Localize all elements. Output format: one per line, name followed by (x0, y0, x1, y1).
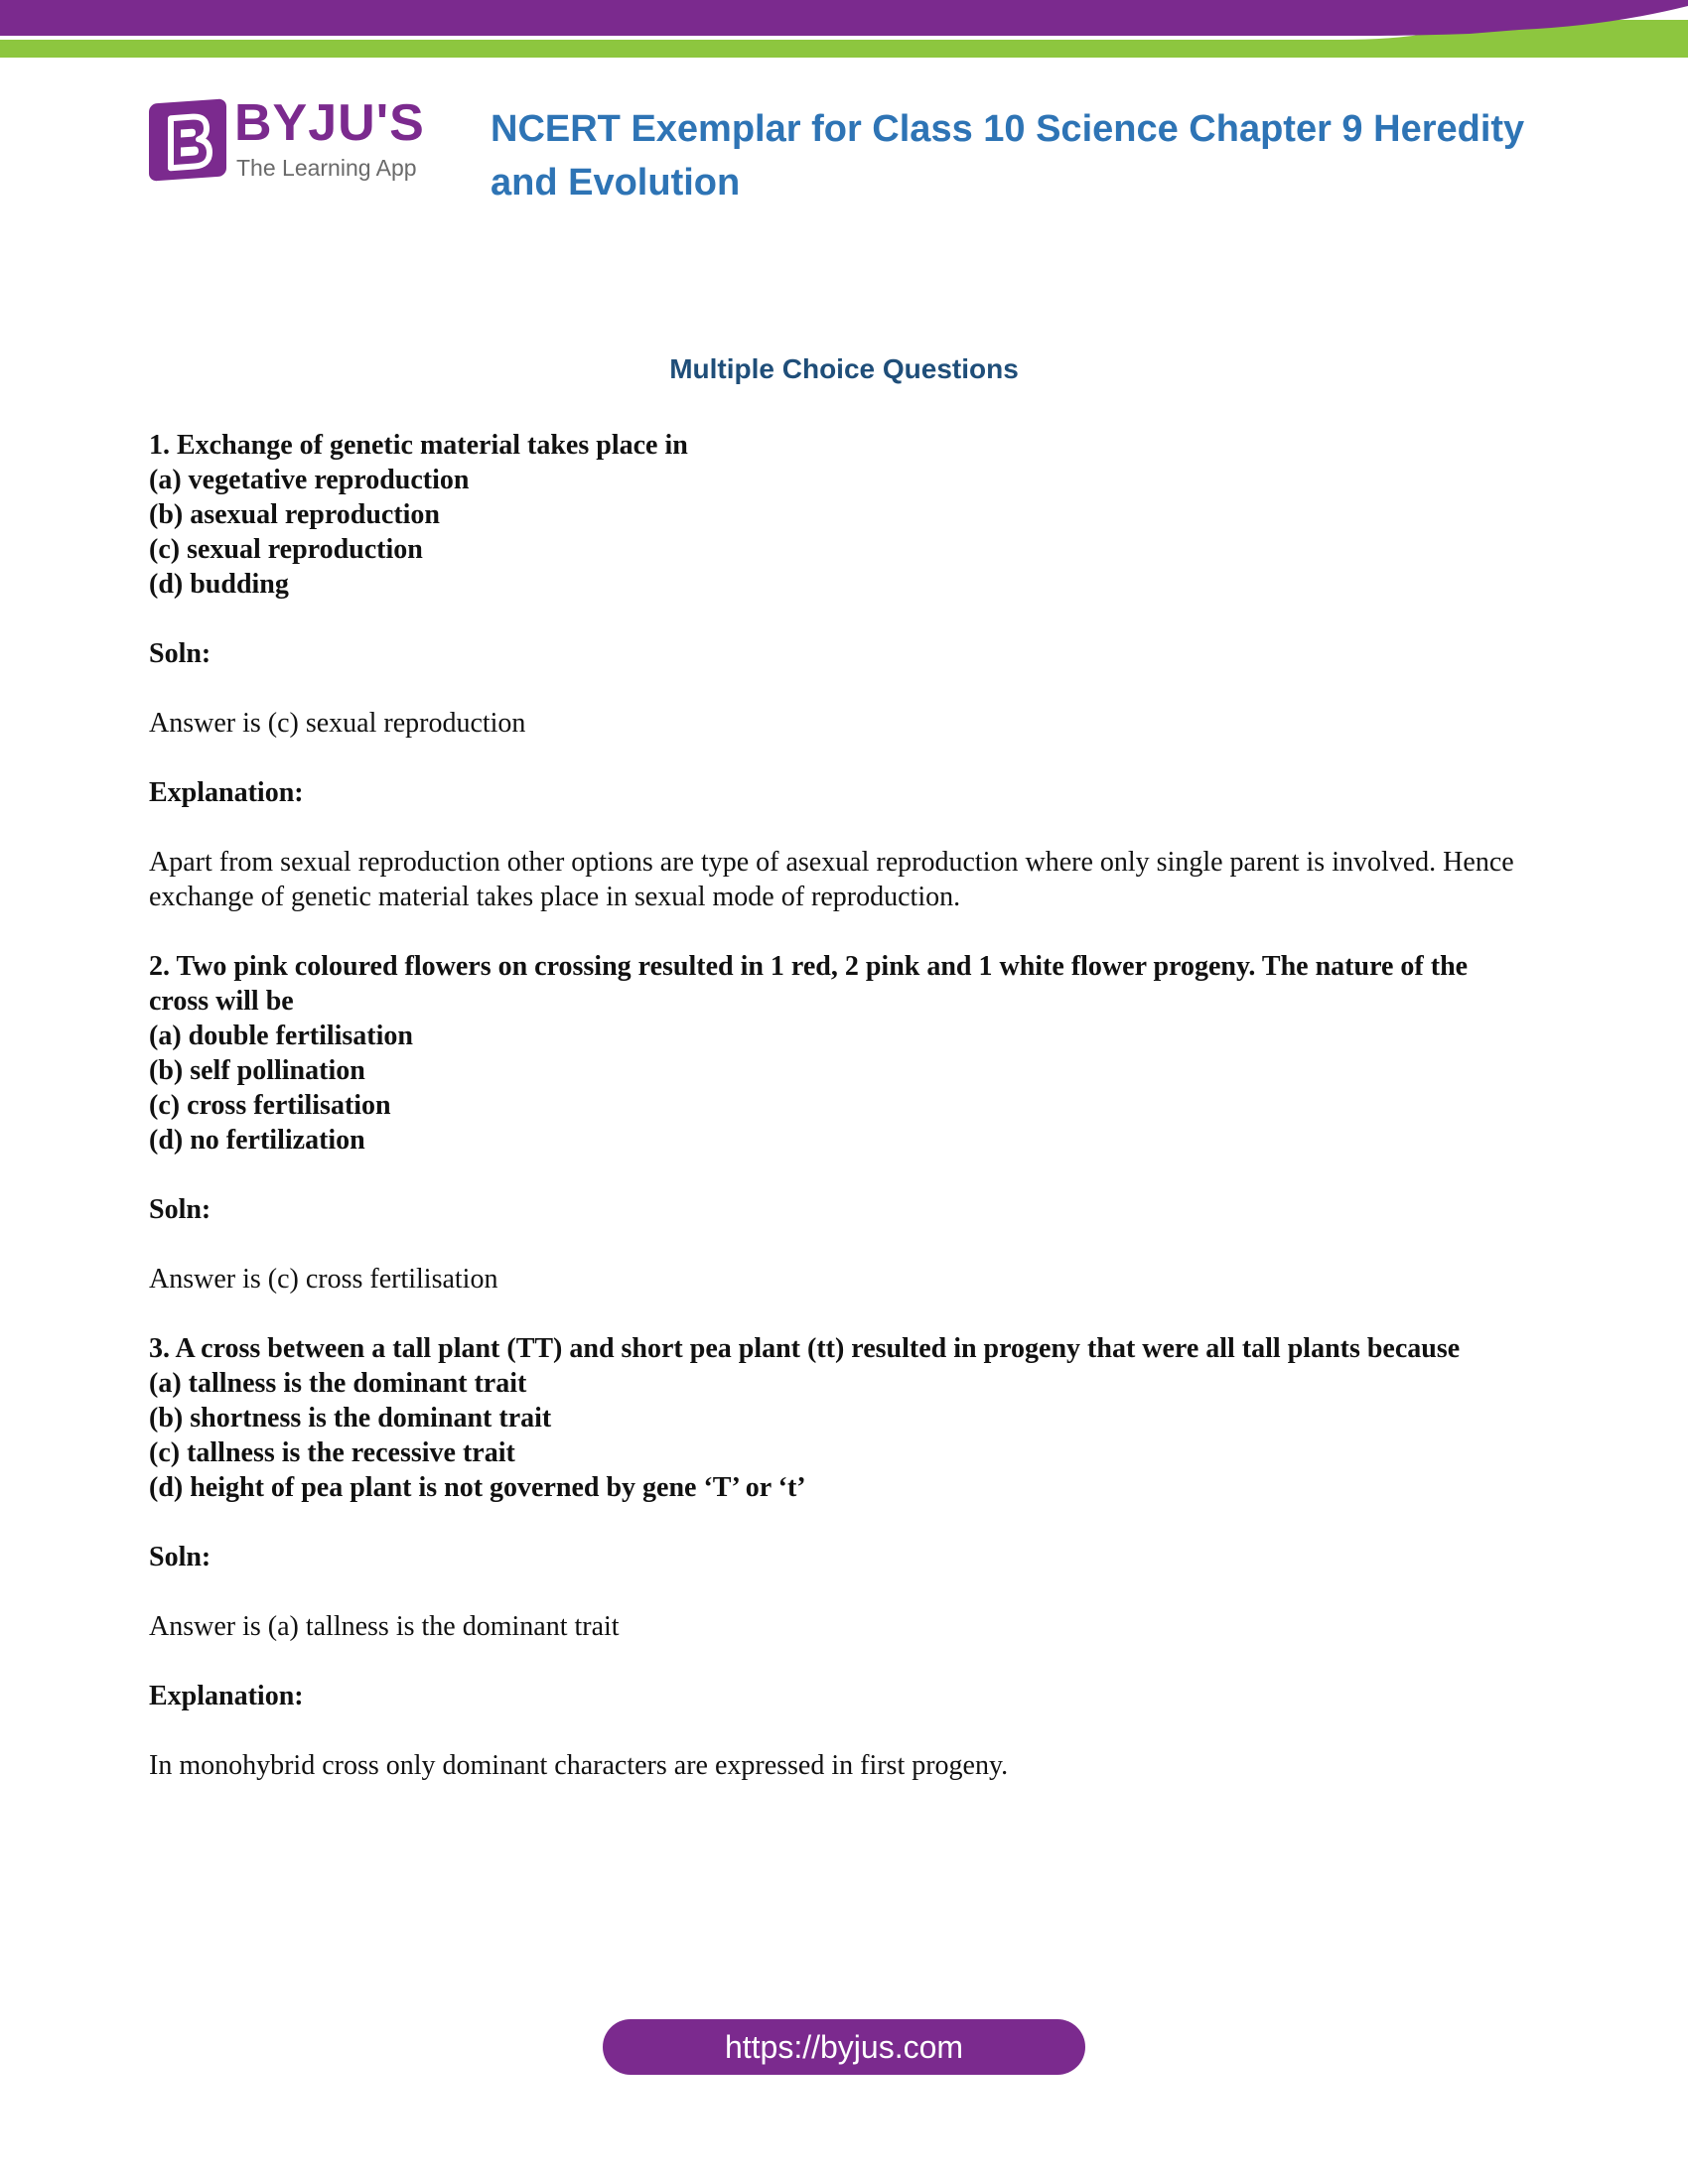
question-text: 3. A cross between a tall plant (TT) and short pea plant (tt) resulted in progeny that were all tall plants because (149, 1333, 1461, 1364)
option-d: (d) height of pea plant is not governed by gene ‘T’ or ‘t’ (149, 1472, 806, 1503)
top-decorative-bar (0, 0, 1688, 60)
explanation-text: Apart from sexual reproduction other options are type of asexual reproduction where only single parent is involved. Hence exchange of genetic material takes place in sexual mode of reproduction. (149, 847, 1514, 912)
footer-url-link[interactable]: https://byjus.com (603, 2019, 1085, 2075)
solution-label: Soln: (149, 1542, 211, 1572)
logo-wordmark: BYJU'S (234, 94, 425, 152)
byjus-b-logo-icon (149, 98, 226, 181)
question-block (149, 428, 1519, 602)
answer-text: Answer is (c) sexual reproduction (149, 708, 526, 739)
option-d: (d) budding (149, 569, 289, 600)
option-a: (a) double fertilisation (149, 1021, 413, 1051)
option-d: (d) no fertilization (149, 1125, 365, 1156)
byjus-logo[interactable] (149, 94, 437, 189)
document-header (149, 94, 1539, 223)
question-text: 2. Two pink coloured flowers on crossing resulted in 1 red, 2 pink and 1 white flower progeny. The nature of the cross will be (149, 951, 1469, 1017)
question-block (149, 1331, 1519, 1505)
option-c: (c) cross fertilisation (149, 1090, 391, 1121)
option-b: (b) shortness is the dominant trait (149, 1403, 552, 1433)
question-block (149, 949, 1519, 1158)
explanation-label: Explanation: (149, 1681, 304, 1711)
option-a: (a) tallness is the dominant trait (149, 1368, 527, 1399)
option-c: (c) tallness is the recessive trait (149, 1437, 515, 1468)
answer-text: Answer is (a) tallness is the dominant trait (149, 1611, 620, 1642)
explanation-text: In monohybrid cross only dominant characters are expressed in first progeny. (149, 1750, 1009, 1781)
questions-content (149, 428, 1519, 1818)
explanation-label: Explanation: (149, 777, 304, 808)
option-b: (b) self pollination (149, 1055, 365, 1086)
solution-label: Soln: (149, 1194, 211, 1225)
option-a: (a) vegetative reproduction (149, 465, 470, 495)
solution-label: Soln: (149, 638, 211, 669)
question-text: 1. Exchange of genetic material takes place in (149, 430, 688, 461)
document-title: NCERT Exemplar for Class 10 Science Chapter 9 Heredity and Evolution (491, 108, 1525, 204)
option-c: (c) sexual reproduction (149, 534, 423, 565)
option-b: (b) asexual reproduction (149, 499, 440, 530)
answer-text: Answer is (c) cross fertilisation (149, 1264, 498, 1295)
logo-tagline: The Learning App (236, 155, 417, 181)
section-heading: Multiple Choice Questions (669, 353, 1019, 384)
